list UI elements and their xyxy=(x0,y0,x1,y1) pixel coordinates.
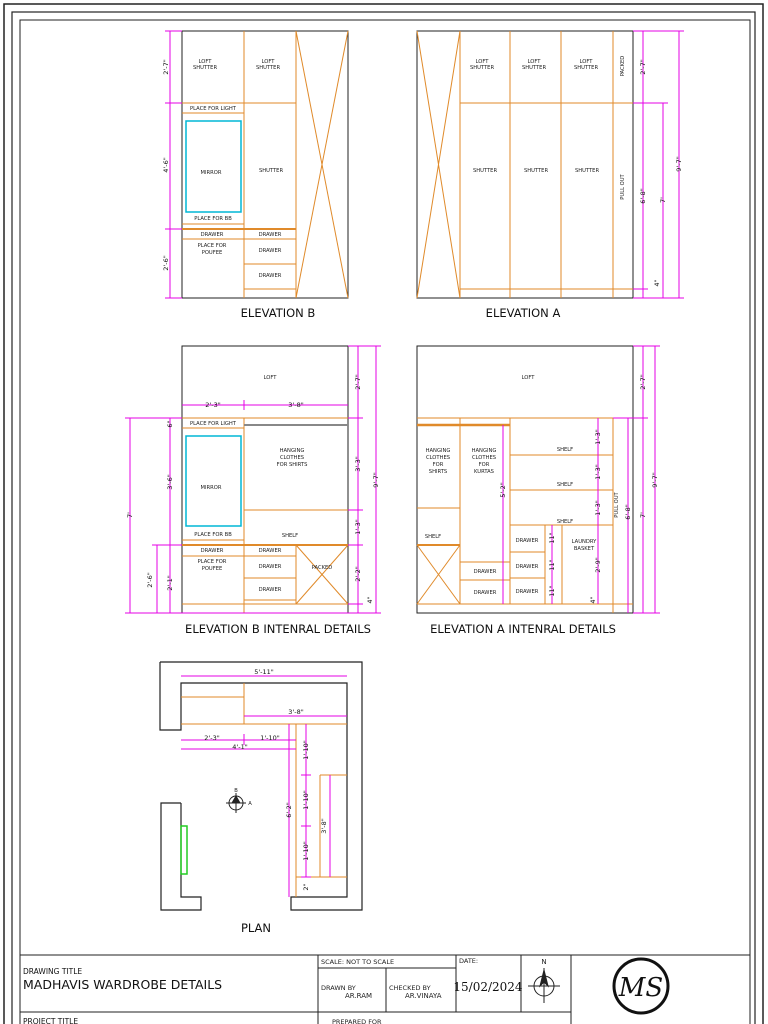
elev-a-dim-top: 2'-7" xyxy=(639,59,647,75)
elev-bi-dim-1-3: 1'-3" xyxy=(354,519,362,535)
plan-marker-a: A xyxy=(248,801,252,807)
elev-bi-place-for-light: PLACE FOR LIGHT xyxy=(190,421,236,427)
elevation-b-internal-dims xyxy=(125,346,381,613)
elev-bi-drawer-1: DRAWER xyxy=(200,548,224,554)
plan-dim-4-1: 4'-1" xyxy=(232,743,248,751)
outer-border xyxy=(4,4,763,1024)
elev-b-drawer-2: DRAWER xyxy=(258,232,282,238)
elev-bi-dim-2-1: 2'-1" xyxy=(166,575,174,591)
elev-ai-pull-out: PULL OUT xyxy=(614,492,620,518)
elev-bi-dim-3-3: 3'-3" xyxy=(354,456,362,472)
plan-dim-2-3: 2'-3" xyxy=(204,734,220,742)
elev-bi-poufee: PLACE FOR POUFEE xyxy=(197,559,227,572)
elev-ai-loft: LOFT xyxy=(521,375,535,381)
plan-title: PLAN xyxy=(240,921,272,935)
elev-bi-dim-2-3: 2'-3" xyxy=(205,401,221,409)
elev-ai-dim-1-3-b: 1'-3" xyxy=(594,464,602,480)
date-value: 15/02/2024 xyxy=(453,980,523,994)
elevation-a-title: ELEVATION A xyxy=(485,306,561,320)
checked-by-value: AR.VINAYA xyxy=(405,992,442,1000)
elev-ai-dim-11-a: 11" xyxy=(548,532,556,544)
plan-wardrobe xyxy=(181,683,347,897)
elev-ai-drawer-3: DRAWER xyxy=(515,589,539,595)
elev-ai-drawer-1: DRAWER xyxy=(515,538,539,544)
elev-ai-drawer-2: DRAWER xyxy=(515,564,539,570)
elev-b-dim-bottom: 2'-6" xyxy=(162,255,170,271)
elevation-a-internal-dims xyxy=(503,346,660,613)
drawn-by-label: DRAWN BY xyxy=(321,984,356,992)
plan-dims xyxy=(181,676,347,897)
elev-a-dim-seven: 7' xyxy=(659,197,667,203)
elev-ai-drawer-4: DRAWER xyxy=(473,569,497,575)
elev-ai-dim-5-2: 5'-2" xyxy=(499,482,507,498)
elevation-b-internal-title: ELEVATION B INTENRAL DETAILS xyxy=(185,622,371,636)
elev-ai-dim-9-7: 9'-7" xyxy=(651,472,659,488)
elev-b-poufee: PLACE FOR POUFEE xyxy=(197,243,227,256)
elev-a-pull-out: PULL OUT xyxy=(620,174,626,200)
plan-dim-3-8: 3'-8" xyxy=(288,708,304,716)
elev-ai-shelf-2: SHELF xyxy=(556,482,574,488)
plan-dim-5-11: 5'-11" xyxy=(254,668,274,676)
elev-a-shutter-2: SHUTTER xyxy=(523,168,549,174)
date-label: DATE: xyxy=(459,957,479,965)
elev-bi-packed: PACKED xyxy=(311,565,333,571)
elev-ai-dim-11-c: 11" xyxy=(548,585,556,597)
elev-a-shutter-1: SHUTTER xyxy=(472,168,498,174)
plan-dim-1-10-a: 1'-10" xyxy=(302,740,310,760)
elev-a-loft-shutter-3: LOFT SHUTTER xyxy=(573,59,599,71)
elev-bi-drawer-2: DRAWER xyxy=(258,548,282,554)
elev-a-dim-total: 9'-7" xyxy=(675,156,683,172)
elev-bi-dim-2-2: 2'-2" xyxy=(354,566,362,582)
logo-letters: MS xyxy=(618,973,664,1003)
elev-a-loft-shutter-2: LOFT SHUTTER xyxy=(521,59,547,71)
elev-ai-dim-1-3-a: 1'-3" xyxy=(594,429,602,445)
elev-ai-dim-7: 7' xyxy=(639,512,647,518)
elev-bi-drawer-4: DRAWER xyxy=(258,587,282,593)
elevation-a-internal-title: ELEVATION A INTENRAL DETAILS xyxy=(430,622,616,636)
elev-bi-dim-2-7: 2'-7" xyxy=(354,374,362,390)
elev-b-loft-shutter-2: LOFT SHUTTER xyxy=(255,59,281,71)
elev-a-packed: PACKED xyxy=(620,55,626,77)
elevation-b-title: ELEVATION B xyxy=(240,306,316,320)
elev-ai-drawer-5: DRAWER xyxy=(473,590,497,596)
elev-bi-shelf: SHELF xyxy=(281,533,299,539)
scale-label: SCALE: NOT TO SCALE xyxy=(321,958,395,966)
elev-ai-laundry: LAUNDRY BASKET xyxy=(571,539,597,552)
elev-bi-dim-3-8: 3'-8" xyxy=(288,401,304,409)
elevation-a xyxy=(417,31,633,298)
elev-bi-place-for-bb: PLACE FOR BB xyxy=(194,532,232,538)
drawing-title-label: DRAWING TITLE xyxy=(23,967,83,976)
plan-dim-6-2: 6'-2" xyxy=(285,802,293,818)
elev-bi-dim-7: 7' xyxy=(126,512,134,518)
elev-bi-hanging: HANGING CLOTHES FOR SHIRTS xyxy=(276,448,308,468)
elev-b-dim-top: 2'-7" xyxy=(162,59,170,75)
elev-ai-dim-4: 4" xyxy=(589,596,597,604)
plan-dim-2: 2" xyxy=(302,883,310,891)
elev-ai-dim-2-9: 2'-9" xyxy=(594,557,602,573)
elev-b-place-for-light: PLACE FOR LIGHT xyxy=(190,106,236,112)
elev-b-drawer-4: DRAWER xyxy=(258,273,282,279)
elev-b-drawer-1: DRAWER xyxy=(200,232,224,238)
drawing-title: MADHAVIS WARDROBE DETAILS xyxy=(23,977,223,992)
elev-bi-dim-4: 4" xyxy=(366,596,374,604)
elev-b-loft-shutter-1: LOFT SHUTTER xyxy=(192,59,218,71)
elev-ai-dim-11-b: 11" xyxy=(548,559,556,571)
elev-b-place-for-bb: PLACE FOR BB xyxy=(194,216,232,222)
elev-ai-shelf-left: SHELF xyxy=(424,534,442,540)
elev-b-shutter: SHUTTER xyxy=(258,168,284,174)
checked-by-label: CHECKED BY xyxy=(389,984,431,992)
elev-bi-dim-2-6: 2'-6" xyxy=(146,572,154,588)
elev-ai-dim-2-7: 2'-7" xyxy=(639,374,647,390)
prepared-for-label: PREPARED FOR xyxy=(332,1018,382,1024)
elev-ai-shelf-3: SHELF xyxy=(556,519,574,525)
elev-bi-dim-6: 6" xyxy=(166,420,174,428)
elev-b-dim-mid: 4'-6" xyxy=(162,157,170,173)
elevation-b xyxy=(182,31,348,298)
elev-ai-shelf-1: SHELF xyxy=(556,447,574,453)
elev-a-shutter-3: SHUTTER xyxy=(574,168,600,174)
plan-door-green xyxy=(181,826,187,874)
plan-dim-3-8-v: 3'-8" xyxy=(320,818,328,834)
north-label: N xyxy=(541,958,547,966)
elev-bi-dim-9-7: 9'-7" xyxy=(372,472,380,488)
elev-a-dim-bottom: 4" xyxy=(653,279,661,287)
elev-b-drawer-3: DRAWER xyxy=(258,248,282,254)
plan-marker-b: B xyxy=(234,788,238,794)
elev-b-mirror: MIRROR xyxy=(200,170,222,176)
elev-bi-drawer-3: DRAWER xyxy=(258,564,282,570)
elevation-b-internal xyxy=(182,346,348,613)
project-title-label: PROJECT TITLE xyxy=(23,1017,79,1024)
section-marker-icon xyxy=(226,793,246,813)
north-arrow-icon xyxy=(528,968,560,1003)
plan-walls xyxy=(160,662,362,910)
elev-ai-hanging-shirts: HANGING CLOTHES FOR SHIRTS xyxy=(425,448,451,475)
elev-bi-dim-3-6: 3'-6" xyxy=(166,474,174,490)
brand-logo xyxy=(614,959,668,1013)
elev-a-loft-shutter-1: LOFT SHUTTER xyxy=(469,59,495,71)
plan-dim-1-10-c: 1'-10" xyxy=(302,841,310,861)
plan-dim-1-10-b: 1'-10" xyxy=(302,790,310,810)
elev-ai-dim-6-8: 6'-8" xyxy=(624,504,632,520)
drawn-by-value: AR.RAM xyxy=(345,992,373,1000)
elev-bi-loft: LOFT xyxy=(263,375,277,381)
elev-ai-dim-1-3-c: 1'-3" xyxy=(594,500,602,516)
plan-dim-1-10-h: 1'-10" xyxy=(260,734,280,742)
elev-bi-mirror: MIRROR xyxy=(200,485,222,491)
elev-a-dim-mid: 6'-8" xyxy=(639,188,647,204)
elev-ai-hanging-kurtas: HANGING CLOTHES FOR KURTAS xyxy=(471,448,497,475)
